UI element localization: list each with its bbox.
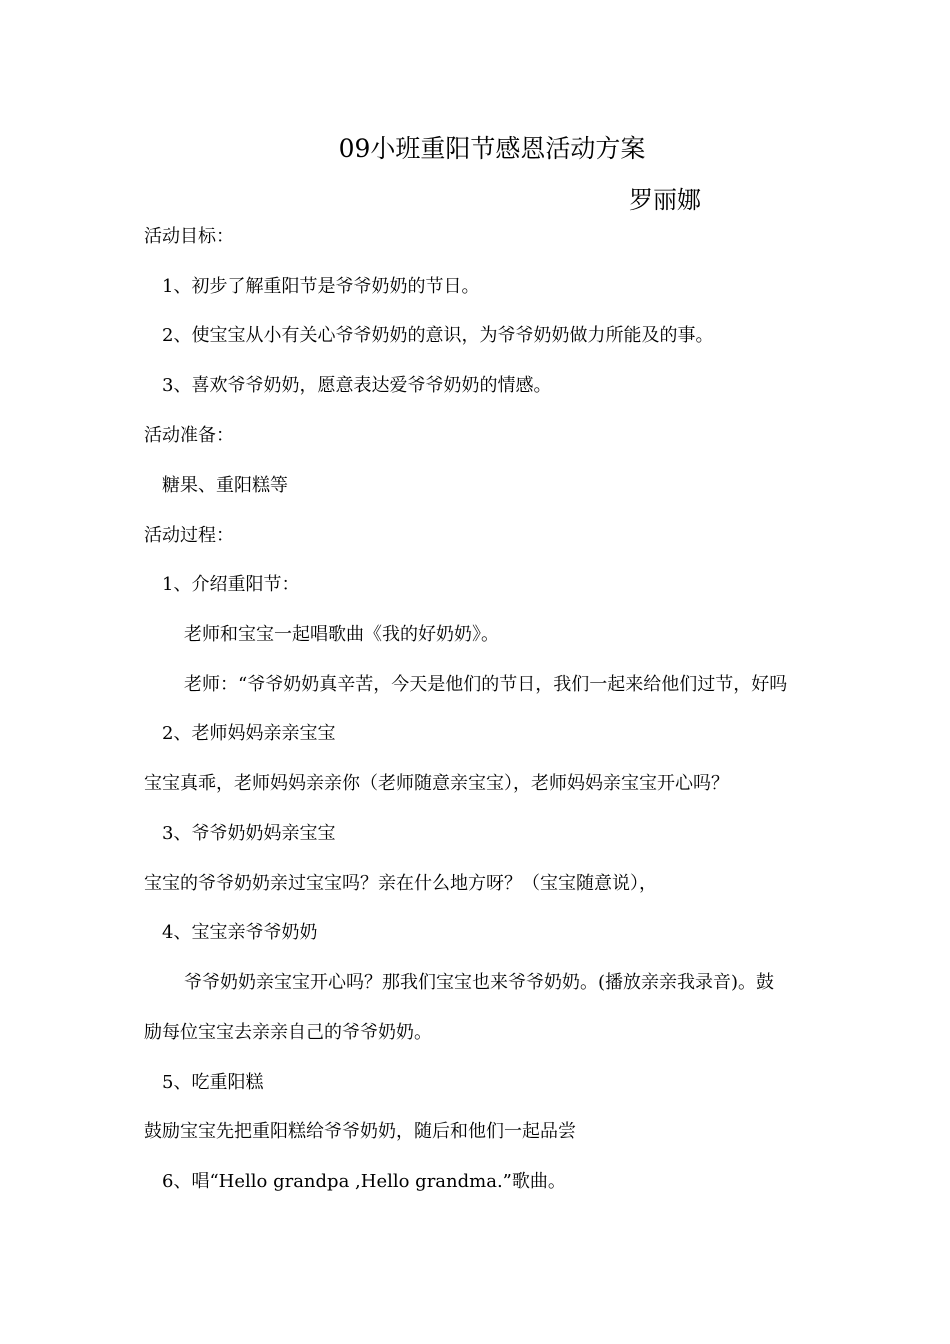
step-6-title: 6、唱“Hello grandpa ,Hello grandma.”歌曲。 <box>162 1171 566 1192</box>
goal-item-3: 3、喜欢爷爷奶奶，愿意表达爱爷爷奶奶的情感。 <box>162 375 552 396</box>
step-3-title: 3、爷爷奶奶妈亲宝宝 <box>162 823 336 844</box>
step-1-title: 1、介绍重阳节： <box>162 574 300 595</box>
step-5-title: 5、吃重阳糕 <box>162 1072 264 1093</box>
step-3-text: 宝宝的爷爷奶奶亲过宝宝吗？亲在什么地方呀？（宝宝随意说）， <box>144 873 657 894</box>
step-4-text-2: 励每位宝宝去亲亲自己的爷爷奶奶。 <box>144 1022 432 1043</box>
step-1-text-2: 老师：“爷爷奶奶真辛苦，今天是他们的节日，我们一起来给他们过节，好吗 <box>184 674 788 695</box>
document-title: 09小班重阳节感恩活动方案 <box>338 134 646 163</box>
goal-item-2: 2、使宝宝从小有关心爷爷奶奶的意识，为爷爷奶奶做力所能及的事。 <box>162 325 714 346</box>
goals-heading: 活动目标： <box>144 226 234 247</box>
step-4-title: 4、宝宝亲爷爷奶奶 <box>162 922 318 943</box>
goal-item-1: 1、初步了解重阳节是爷爷奶奶的节日。 <box>162 276 480 297</box>
step-4-text-1: 爷爷奶奶亲宝宝开心吗？那我们宝宝也来爷爷奶奶。(播放亲亲我录音)。鼓 <box>184 972 775 993</box>
step-5-text: 鼓励宝宝先把重阳糕给爷爷奶奶，随后和他们一起品尝 <box>144 1121 576 1142</box>
prep-items: 糖果、重阳糕等 <box>162 475 288 496</box>
prep-heading: 活动准备： <box>144 425 234 446</box>
process-heading: 活动过程： <box>144 525 234 546</box>
step-1-text-1: 老师和宝宝一起唱歌曲《我的好奶奶》。 <box>184 624 499 645</box>
author-name: 罗丽娜 <box>629 186 701 214</box>
step-2-text: 宝宝真乖，老师妈妈亲亲你（老师随意亲宝宝），老师妈妈亲宝宝开心吗？ <box>144 773 729 794</box>
step-2-title: 2、老师妈妈亲亲宝宝 <box>162 723 336 744</box>
